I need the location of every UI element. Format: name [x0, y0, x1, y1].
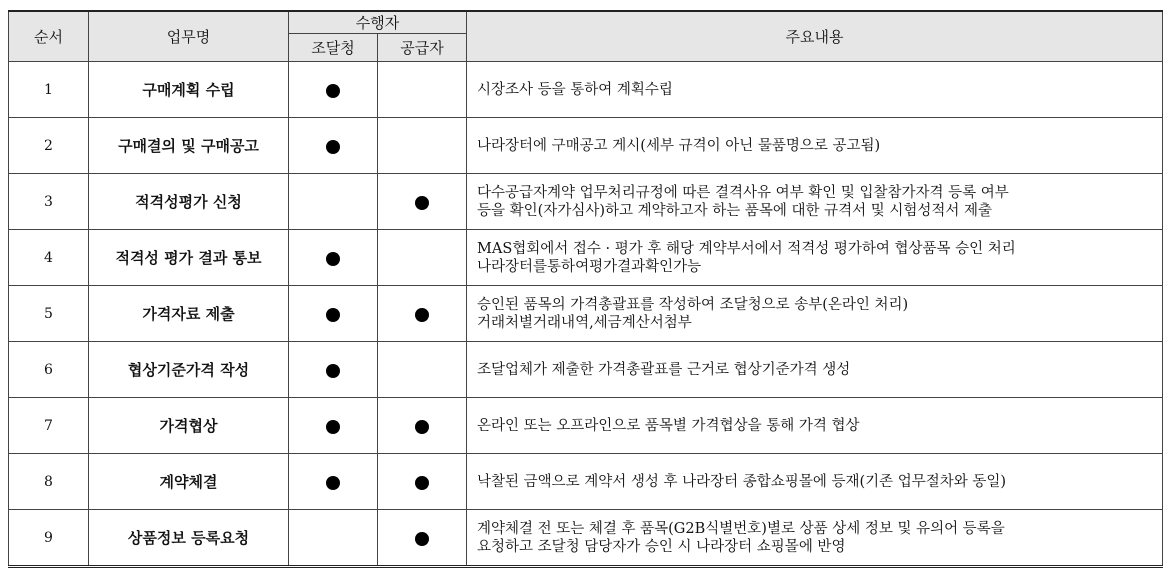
table-row: [9, 510, 1163, 567]
row-seq: 7: [9, 398, 89, 454]
row-supplier-cell: [378, 510, 467, 567]
description-line: 시장조사 등을 통하여 계획수립: [477, 81, 673, 98]
header-agency: 조달청: [289, 34, 378, 62]
row-description: [467, 118, 1163, 174]
row-agency-cell: [289, 510, 378, 567]
row-supplier-cell: [378, 342, 467, 398]
filled-circle-icon: [326, 140, 340, 154]
row-supplier-cell: [378, 174, 467, 230]
row-agency-cell: [289, 398, 378, 454]
row-supplier-cell: [378, 398, 467, 454]
row-seq: 5: [9, 286, 89, 342]
row-supplier-cell: [378, 230, 467, 286]
row-agency-cell: [289, 286, 378, 342]
row-description: [467, 342, 1163, 398]
table-row: [9, 174, 1163, 230]
row-description: [467, 454, 1163, 510]
row-supplier-cell: [378, 286, 467, 342]
row-agency-cell: [289, 230, 378, 286]
description-line: 온라인 또는 오프라인으로 품목별 가격협상을 통해 가격 협상: [477, 417, 860, 434]
row-agency-cell: [289, 342, 378, 398]
filled-circle-icon: [326, 252, 340, 266]
row-seq: 9: [9, 510, 89, 567]
filled-circle-icon: [415, 308, 429, 322]
description-line: 계약체결 전 또는 체결 후 품목(G2B식별번호)별로 상품 상세 정보 및 유의어 등록을: [477, 520, 1005, 537]
row-supplier-cell: [378, 454, 467, 510]
row-agency-cell: [289, 62, 378, 118]
row-supplier-cell: [378, 118, 467, 174]
row-description: [467, 286, 1163, 342]
table-row: [9, 118, 1163, 174]
row-seq: 8: [9, 454, 89, 510]
description-line: 나라장터를통하여평가결과확인가능: [477, 258, 702, 275]
filled-circle-icon: [415, 196, 429, 210]
row-task: 적격성평가 신청: [89, 174, 289, 230]
row-agency-cell: [289, 174, 378, 230]
filled-circle-icon: [415, 420, 429, 434]
table-row: [9, 342, 1163, 398]
table-row: [9, 286, 1163, 342]
row-task: 구매계획 수립: [89, 62, 289, 118]
row-seq: 2: [9, 118, 89, 174]
filled-circle-icon: [326, 364, 340, 378]
table-row: [9, 398, 1163, 454]
procurement-process-table: [8, 10, 1163, 568]
row-description: [467, 174, 1163, 230]
row-description: [467, 398, 1163, 454]
header-supplier: 공급자: [378, 34, 467, 62]
row-seq: 3: [9, 174, 89, 230]
filled-circle-icon: [326, 84, 340, 98]
description-line: 낙찰된 금액으로 계약서 생성 후 나라장터 종합쇼핑몰에 등재(기존 업무절차와 동일): [477, 473, 1007, 490]
row-task: 적격성 평가 결과 통보: [89, 230, 289, 286]
description-line: 승인된 품목의 가격총괄표를 작성하여 조달청으로 송부(온라인 처리): [477, 296, 909, 313]
row-seq: 4: [9, 230, 89, 286]
table-row: [9, 230, 1163, 286]
header-seq: 순서: [9, 11, 89, 62]
row-seq: 1: [9, 62, 89, 118]
table-row: [9, 454, 1163, 510]
filled-circle-icon: [326, 420, 340, 434]
header-task: 업무명: [89, 11, 289, 62]
description-line: 거래처별거래내역,세금계산서첨부: [477, 314, 692, 331]
description-line: MAS협회에서 접수 · 평가 후 해당 계약부서에서 적격성 평가하여 협상품목 승인 처리: [477, 240, 1016, 257]
header-performer: 수행자: [289, 11, 467, 34]
header-content: 주요내용: [467, 11, 1163, 62]
row-description: [467, 62, 1163, 118]
description-line: 나라장터에 구매공고 게시(세부 규격이 아닌 물품명으로 공고됨): [477, 137, 881, 154]
row-agency-cell: [289, 454, 378, 510]
filled-circle-icon: [326, 308, 340, 322]
row-task: 상품정보 등록요청: [89, 510, 289, 567]
description-line: 요청하고 조달청 담당자가 승인 시 나라장터 쇼핑몰에 반영: [477, 538, 846, 555]
filled-circle-icon: [326, 476, 340, 490]
row-description: [467, 510, 1163, 567]
filled-circle-icon: [415, 532, 429, 546]
row-task: 협상기준가격 작성: [89, 342, 289, 398]
row-task: 가격협상: [89, 398, 289, 454]
filled-circle-icon: [415, 476, 429, 490]
description-line: 다수공급자계약 업무처리규정에 따른 결격사유 여부 확인 및 입찰참가자격 등록 여부: [477, 184, 1009, 201]
row-task: 구매결의 및 구매공고: [89, 118, 289, 174]
row-agency-cell: [289, 118, 378, 174]
row-description: [467, 230, 1163, 286]
description-line: 조달업체가 제출한 가격총괄표를 근거로 협상기준가격 생성: [477, 361, 851, 378]
row-supplier-cell: [378, 62, 467, 118]
row-seq: 6: [9, 342, 89, 398]
row-task: 계약체결: [89, 454, 289, 510]
row-task: 가격자료 제출: [89, 286, 289, 342]
table-row: [9, 62, 1163, 118]
description-line: 등을 확인(자가심사)하고 계약하고자 하는 품목에 대한 규격서 및 시험성적서 제출: [477, 202, 993, 219]
